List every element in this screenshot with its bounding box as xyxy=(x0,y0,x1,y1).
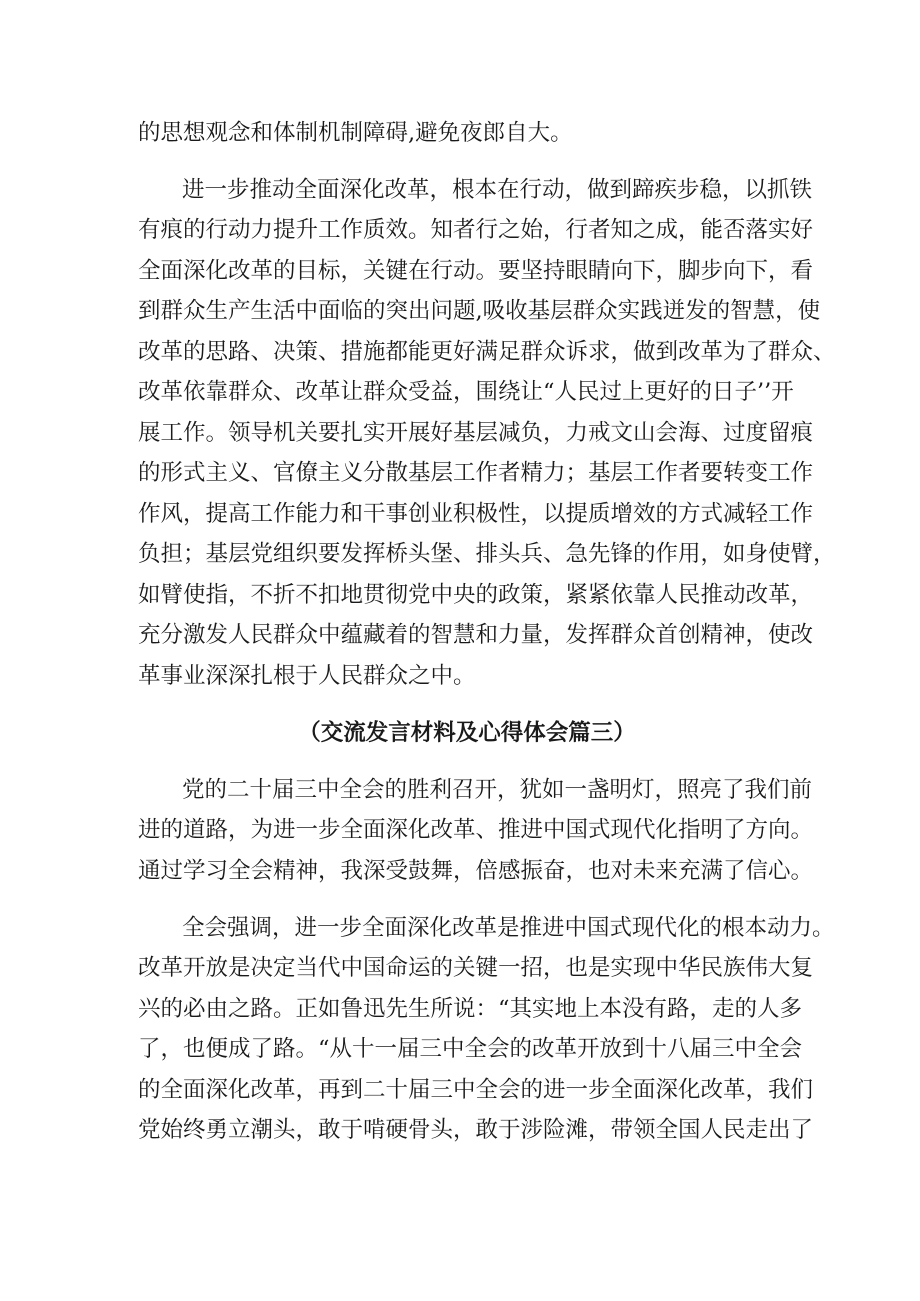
paragraph-line: 作风，提高工作能力和干事创业积极性，以提质增效的方式减轻工作 xyxy=(138,501,814,527)
paragraph-line: 改革的思路、决策、措施都能更好满足群众诉求，做到改革为了群众、 xyxy=(138,339,836,365)
paragraph-line: 进的道路，为进一步全面深化改革、推进中国式现代化指明了方向。 xyxy=(138,817,814,843)
paragraph-line: 通过学习全会精神，我深受鼓舞，倍感振奋，也对未来充满了信心。 xyxy=(138,858,814,884)
paragraph-line: 的思想观念和体制机制障碍,避免夜郎自大。 xyxy=(138,120,573,146)
section-heading: （交流发言材料及心得体会篇三） xyxy=(298,720,636,746)
paragraph-line: 了，也便成了路。“从十一届三中全会的改革开放到十八届三中全会 xyxy=(138,1036,803,1062)
paragraph-line: 展工作。领导机关要扎实开展好基层减负，力戒文山会海、过度留痕 xyxy=(138,420,814,446)
paragraph-line: 进一步推动全面深化改革，根本在行动，做到蹄疾步稳，以抓铁 xyxy=(182,177,813,203)
paragraph-line: 全面深化改革的目标，关键在行动。要坚持眼睛向下，脚步向下，看 xyxy=(138,258,814,284)
paragraph-line: 负担；基层党组织要发挥桥头堡、排头兵、急先锋的作用，如身使臂， xyxy=(138,541,836,567)
paragraph-line: 改革开放是决定当代中国命运的关键一招，也是实现中华民族伟大复 xyxy=(138,955,814,981)
paragraph-line: 兴的必由之路。正如鲁迅先生所说：“其实地上本没有路，走的人多 xyxy=(138,996,803,1022)
paragraph-line: 的全面深化改革，再到二十届三中全会的进一步全面深化改革，我们 xyxy=(138,1077,814,1103)
paragraph-line: 到群众生产生活中面临的突出问题,吸收基层群众实践迸发的智慧，使 xyxy=(138,298,821,324)
paragraph-line: 党始终勇立潮头，敢于啃硬骨头，敢于涉险滩，带领全国人民走出了 xyxy=(138,1117,814,1143)
paragraph-line: 有痕的行动力提升工作质效。知者行之始，行者知之成，能否落实好 xyxy=(138,217,814,243)
paragraph-line: 的形式主义、官僚主义分散基层工作者精力；基层工作者要转变工作 xyxy=(138,460,814,486)
paragraph-line: 全会强调，进一步全面深化改革是推进中国式现代化的根本动力。 xyxy=(182,915,835,941)
paragraph-line: 党的二十届三中全会的胜利召开，犹如一盏明灯，照亮了我们前 xyxy=(182,777,813,803)
paragraph-line: 如臂使指，不折不扣地贯彻党中央的政策，紧紧依靠人民推动改革， xyxy=(138,582,814,608)
paragraph-line: 革事业深深扎根于人民群众之中。 xyxy=(138,663,476,689)
paragraph-line: 改革依靠群众、改革让群众受益，围绕让“人民过上更好的日子’’开 xyxy=(138,379,794,405)
paragraph-line: 充分激发人民群众中蕴藏着的智慧和力量，发挥群众首创精神，使改 xyxy=(138,622,814,648)
